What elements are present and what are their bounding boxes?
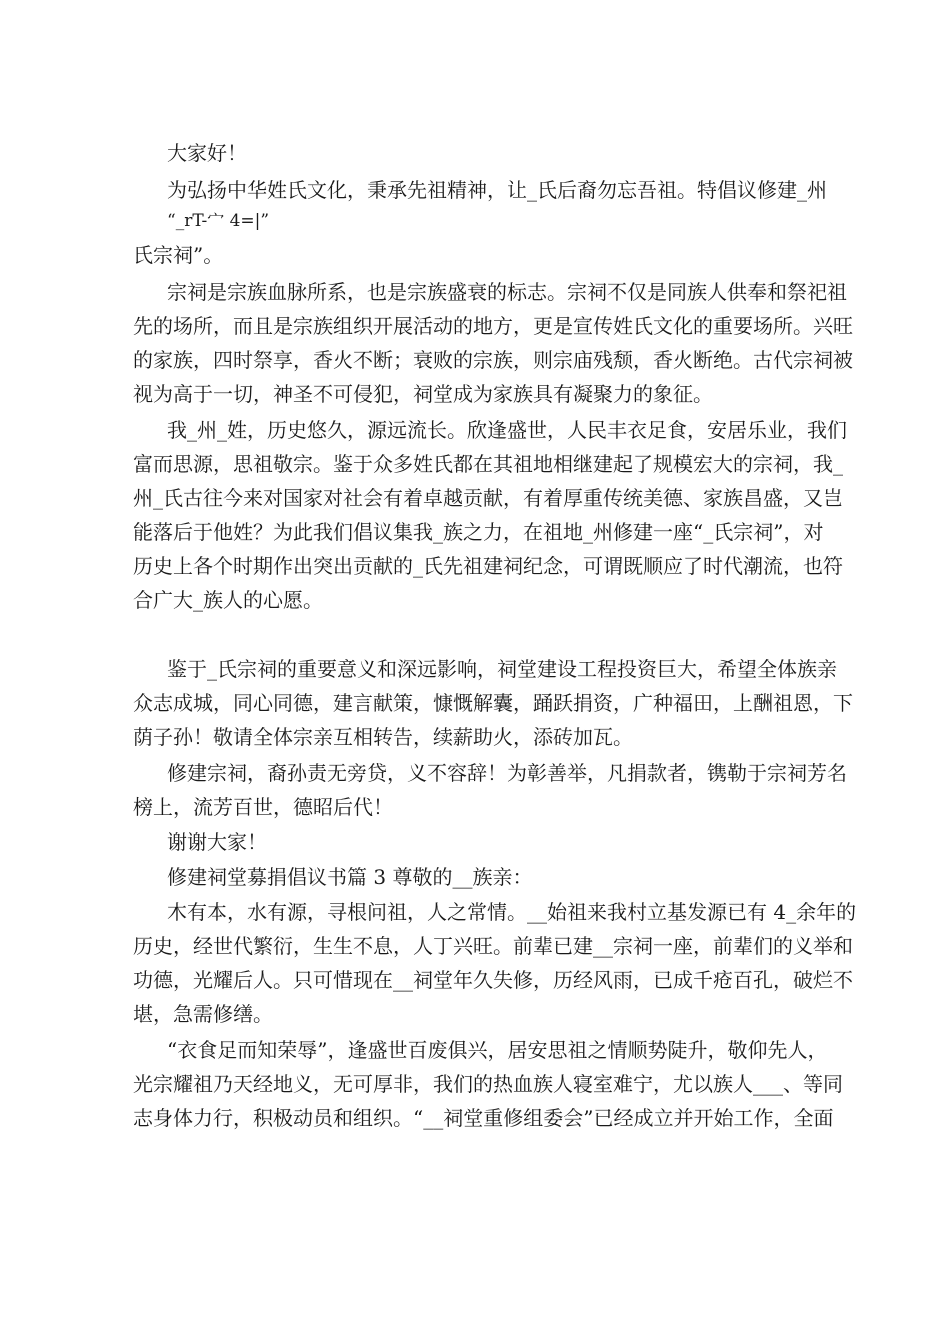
donation-appeal-paragraph bbox=[0, 652, 950, 754]
text-line: 功德，光耀后人。只可惜现在__祠堂年久失修，历经风雨，已成千疮百孔，破烂不 bbox=[133, 968, 853, 992]
text-line: 木有本，水有源，寻根问祖，人之常情。__始祖来我村立基发源已有 4_余年的 bbox=[167, 900, 857, 924]
text-line: 宗祠是宗族血脉所系，也是宗族盛衰的标志。宗祠不仅是同族人供奉和祭祀祖 bbox=[167, 280, 847, 304]
text-line: 先的场所，而且是宗族组织开展活动的地方，更是宣传姓氏文化的重要场所。兴旺 bbox=[133, 314, 853, 338]
text-line: 历史，经世代繁衍，生生不息，人丁兴旺。前辈已建__宗祠一座，前辈们的义举和 bbox=[133, 934, 853, 958]
text-line: 修建宗祠，裔孙责无旁贷，义不容辞！为彰善举，凡捐款者，镌勒于宗祠芳名 bbox=[167, 761, 847, 785]
text-line: 历史上各个时期作出突出贡献的_氏先祖建祠纪念，可谓既顺应了时代潮流，也符 bbox=[133, 554, 843, 578]
renovation-committee-paragraph bbox=[0, 1033, 950, 1135]
text-line: 众志成城，同心同德，建言献策，慷慨解囊，踊跃捐资，广种福田，上酬祖恩，下 bbox=[133, 691, 853, 715]
text-line: 富而思源，思祖敬宗。鉴于众多姓氏都在其祖地相继建起了规模宏大的宗祠，我_ bbox=[133, 452, 843, 476]
text-line: 大家好！ bbox=[167, 141, 247, 165]
text-line: 荫子孙！敬请全体宗亲互相转告，续薪助火，添砖加瓦。 bbox=[133, 725, 633, 749]
proposal-paragraph bbox=[0, 173, 950, 207]
text-line: 志身体力行，积极动员和组织。“__祠堂重修组委会”已经成立并开始工作，全面 bbox=[133, 1106, 834, 1130]
text-line: 合广大_族人的心愿。 bbox=[133, 588, 323, 612]
text-line: 视为高于一切，神圣不可侵犯，祠堂成为家族具有凝聚力的象征。 bbox=[133, 382, 713, 406]
donor-honor-paragraph bbox=[0, 756, 950, 824]
text-line: 州_氏古往今来对国家对社会有着卓越贡献，有着厚重传统美德、家族昌盛，又岂 bbox=[133, 486, 843, 510]
thanks-paragraph bbox=[0, 825, 950, 859]
text-line: 光宗耀祖乃天经地义，无可厚非，我们的热血族人寝室难宁，尤以族人___、等同 bbox=[133, 1072, 843, 1096]
ancestry-paragraph bbox=[0, 895, 950, 1031]
ancestral-hall-significance-paragraph bbox=[0, 275, 950, 411]
proposal-paragraph-end bbox=[0, 238, 950, 272]
text-line: “衣食足而知荣辱”，逢盛世百废俱兴，居安思祖之情顺势陡升，敬仰先人， bbox=[167, 1038, 828, 1062]
text-line: 氏宗祠”。 bbox=[133, 243, 224, 267]
text-line: 的家族，四时祭享，香火不断；衰败的宗族，则宗庙残颓，香火断绝。古代宗祠被 bbox=[133, 348, 853, 372]
text-line: 为弘扬中华姓氏文化，秉承先祖精神，让_氏后裔勿忘吾祖。特倡议修建_州 bbox=[167, 178, 827, 202]
text-line: 堪，急需修缮。 bbox=[133, 1002, 273, 1026]
text-line: 能落后于他姓？为此我们倡议集我_族之力，在祖地_州修建一座“_氏宗祠”，对 bbox=[133, 520, 824, 544]
text-line: 修建祠堂募捐倡议书篇 3 尊敬的__族亲： bbox=[167, 865, 533, 889]
greeting-paragraph bbox=[0, 136, 950, 170]
text-line: 我_州_姓，历史悠久，源远流长。欣逢盛世，人民丰衣足食，安居乐业，我们 bbox=[167, 418, 847, 442]
text-line: 榜上，流芳百世，德昭后代！ bbox=[133, 795, 393, 819]
garbled-fragment: “_rT-宀 4=|” bbox=[167, 211, 270, 231]
text-line: 鉴于_氏宗祠的重要意义和深远影响，祠堂建设工程投资巨大，希望全体族亲 bbox=[167, 657, 837, 681]
text-line: 谢谢大家！ bbox=[167, 830, 267, 854]
section-heading bbox=[0, 860, 950, 894]
clan-history-paragraph bbox=[0, 413, 950, 617]
